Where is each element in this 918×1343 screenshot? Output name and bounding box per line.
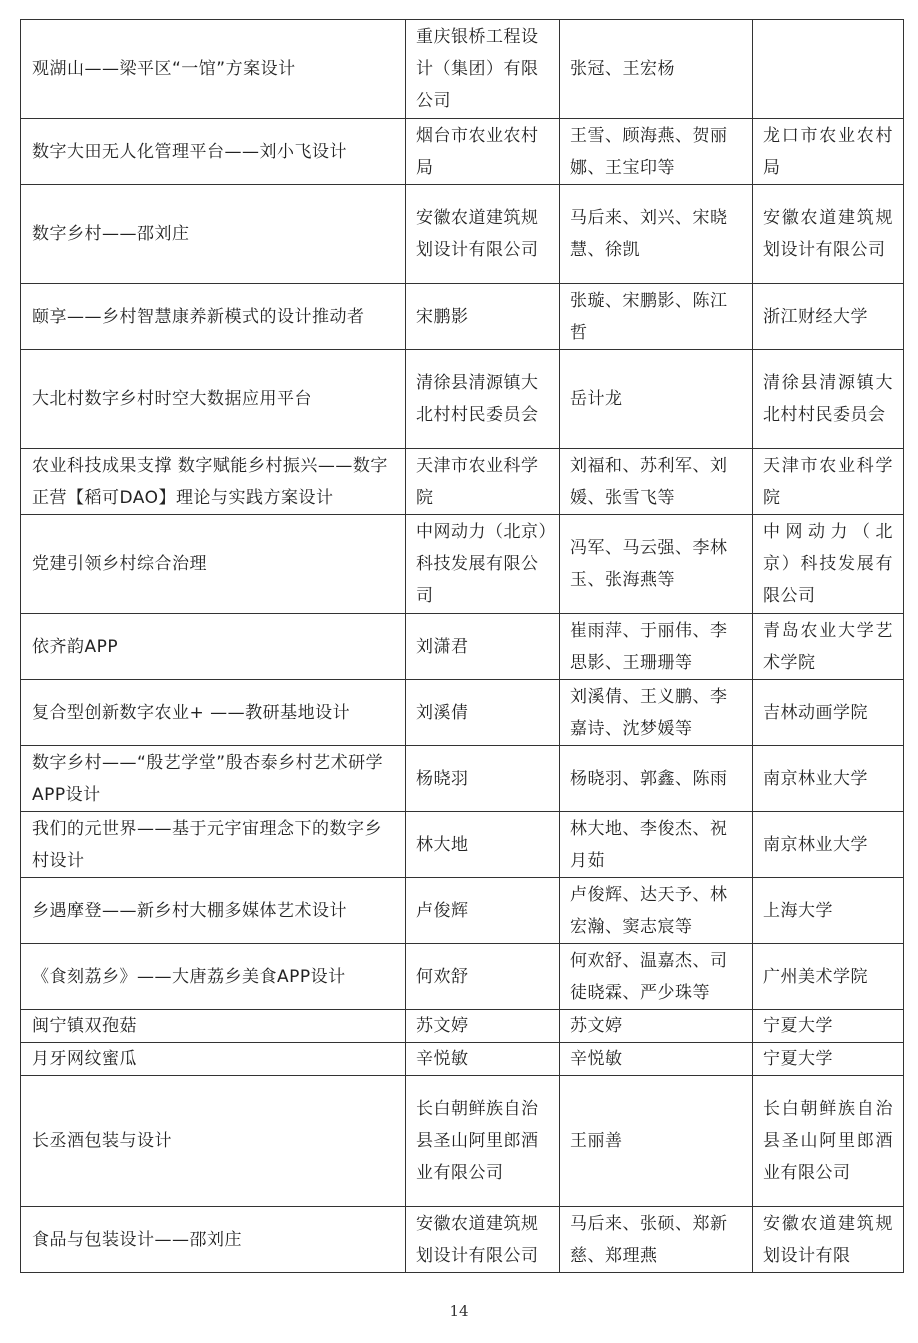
- cell-project-name: 颐享——乡村智慧康养新模式的设计推动者: [21, 284, 406, 350]
- cell-project-name: 我们的元世界——基于元宇宙理念下的数字乡村设计: [21, 812, 406, 878]
- cell-organization: 南京林业大学: [753, 746, 904, 812]
- cell-submitter: 卢俊辉: [406, 878, 560, 944]
- cell-authors: 张璇、宋鹏影、陈江哲: [560, 284, 753, 350]
- cell-submitter: 刘潇君: [406, 614, 560, 680]
- table-row: [21, 1043, 904, 1076]
- cell-submitter: 林大地: [406, 812, 560, 878]
- cell-organization: 青岛农业大学艺术学院: [753, 614, 904, 680]
- table-row: [21, 119, 904, 185]
- cell-authors: 刘福和、苏利军、刘媛、张雪飞等: [560, 449, 753, 515]
- cell-submitter: 刘溪倩: [406, 680, 560, 746]
- cell-authors: 卢俊辉、达天予、林宏瀚、窦志宸等: [560, 878, 753, 944]
- cell-submitter: 中网动力（北京）科技发展有限公司: [406, 515, 560, 614]
- cell-project-name: 数字乡村——邵刘庄: [21, 185, 406, 284]
- table-row: [21, 944, 904, 1010]
- cell-project-name: 乡遇摩登——新乡村大棚多媒体艺术设计: [21, 878, 406, 944]
- table-row: [21, 1076, 904, 1207]
- cell-project-name: 闽宁镇双孢菇: [21, 1010, 406, 1043]
- cell-project-name: 月牙网纹蜜瓜: [21, 1043, 406, 1076]
- table-row: [21, 680, 904, 746]
- cell-submitter: 天津市农业科学院: [406, 449, 560, 515]
- table-row: [21, 614, 904, 680]
- cell-organization: [753, 20, 904, 119]
- cell-project-name: 长丞酒包装与设计: [21, 1076, 406, 1207]
- cell-submitter: 烟台市农业农村局: [406, 119, 560, 185]
- cell-organization: 龙口市农业农村局: [753, 119, 904, 185]
- cell-authors: 杨晓羽、郭鑫、陈雨: [560, 746, 753, 812]
- table-row: [21, 20, 904, 119]
- cell-project-name: 数字大田无人化管理平台——刘小飞设计: [21, 119, 406, 185]
- cell-organization: 宁夏大学: [753, 1043, 904, 1076]
- cell-authors: 王丽善: [560, 1076, 753, 1207]
- cell-project-name: 复合型创新数字农业+ ——教研基地设计: [21, 680, 406, 746]
- cell-project-name: 观湖山——梁平区“一馆”方案设计: [21, 20, 406, 119]
- table-row: [21, 185, 904, 284]
- cell-submitter: 重庆银桥工程设计（集团）有限公司: [406, 20, 560, 119]
- cell-submitter: 苏文婷: [406, 1010, 560, 1043]
- table-row: [21, 284, 904, 350]
- cell-submitter: 何欢舒: [406, 944, 560, 1010]
- cell-organization: 广州美术学院: [753, 944, 904, 1010]
- cell-organization: 长白朝鲜族自治县圣山阿里郎酒业有限公司: [753, 1076, 904, 1207]
- table-row: [21, 812, 904, 878]
- table-row: [21, 878, 904, 944]
- cell-organization: 宁夏大学: [753, 1010, 904, 1043]
- cell-submitter: 宋鹏影: [406, 284, 560, 350]
- cell-authors: 冯军、马云强、李林玉、张海燕等: [560, 515, 753, 614]
- award-table: [20, 19, 904, 1273]
- table-row: [21, 1207, 904, 1273]
- cell-submitter: 清徐县清源镇大北村村民委员会: [406, 350, 560, 449]
- cell-authors: 刘溪倩、王义鹏、李嘉诗、沈梦媛等: [560, 680, 753, 746]
- cell-organization: 浙江财经大学: [753, 284, 904, 350]
- cell-authors: 何欢舒、温嘉杰、司徒晓霖、严少珠等: [560, 944, 753, 1010]
- cell-project-name: 农业科技成果支撑 数字赋能乡村振兴——数字正营【稻可DAO】理论与实践方案设计: [21, 449, 406, 515]
- cell-organization: 南京林业大学: [753, 812, 904, 878]
- award-table-body: [21, 20, 904, 1273]
- cell-submitter: 安徽农道建筑规划设计有限公司: [406, 1207, 560, 1273]
- table-row: [21, 350, 904, 449]
- cell-authors: 辛悦敏: [560, 1043, 753, 1076]
- cell-authors: 岳计龙: [560, 350, 753, 449]
- cell-authors: 马后来、刘兴、宋晓慧、徐凯: [560, 185, 753, 284]
- cell-authors: 张冠、王宏杨: [560, 20, 753, 119]
- cell-organization: 中网动力（北京）科技发展有限公司: [753, 515, 904, 614]
- cell-organization: 天津市农业科学院: [753, 449, 904, 515]
- cell-organization: 安徽农道建筑规划设计有限公司: [753, 185, 904, 284]
- cell-authors: 崔雨萍、于丽伟、李思影、王珊珊等: [560, 614, 753, 680]
- cell-authors: 林大地、李俊杰、祝月茹: [560, 812, 753, 878]
- cell-submitter: 杨晓羽: [406, 746, 560, 812]
- cell-project-name: 依齐韵APP: [21, 614, 406, 680]
- cell-submitter: 辛悦敏: [406, 1043, 560, 1076]
- table-row: [21, 449, 904, 515]
- cell-project-name: 党建引领乡村综合治理: [21, 515, 406, 614]
- cell-project-name: 《食刻荔乡》——大唐荔乡美食APP设计: [21, 944, 406, 1010]
- table-row: [21, 1010, 904, 1043]
- cell-submitter: 长白朝鲜族自治县圣山阿里郎酒业有限公司: [406, 1076, 560, 1207]
- table-row: [21, 515, 904, 614]
- cell-project-name: 大北村数字乡村时空大数据应用平台: [21, 350, 406, 449]
- cell-authors: 马后来、张硕、郑新慈、郑理燕: [560, 1207, 753, 1273]
- cell-organization: 上海大学: [753, 878, 904, 944]
- cell-organization: 清徐县清源镇大北村村民委员会: [753, 350, 904, 449]
- cell-organization: 吉林动画学院: [753, 680, 904, 746]
- cell-submitter: 安徽农道建筑规划设计有限公司: [406, 185, 560, 284]
- cell-authors: 王雪、顾海燕、贺丽娜、王宝印等: [560, 119, 753, 185]
- cell-project-name: 数字乡村——“殷艺学堂”殷杏泰乡村艺术研学APP设计: [21, 746, 406, 812]
- cell-authors: 苏文婷: [560, 1010, 753, 1043]
- page-number: 14: [449, 1302, 469, 1320]
- cell-organization: 安徽农道建筑规划设计有限: [753, 1207, 904, 1273]
- cell-project-name: 食品与包装设计——邵刘庄: [21, 1207, 406, 1273]
- table-row: [21, 746, 904, 812]
